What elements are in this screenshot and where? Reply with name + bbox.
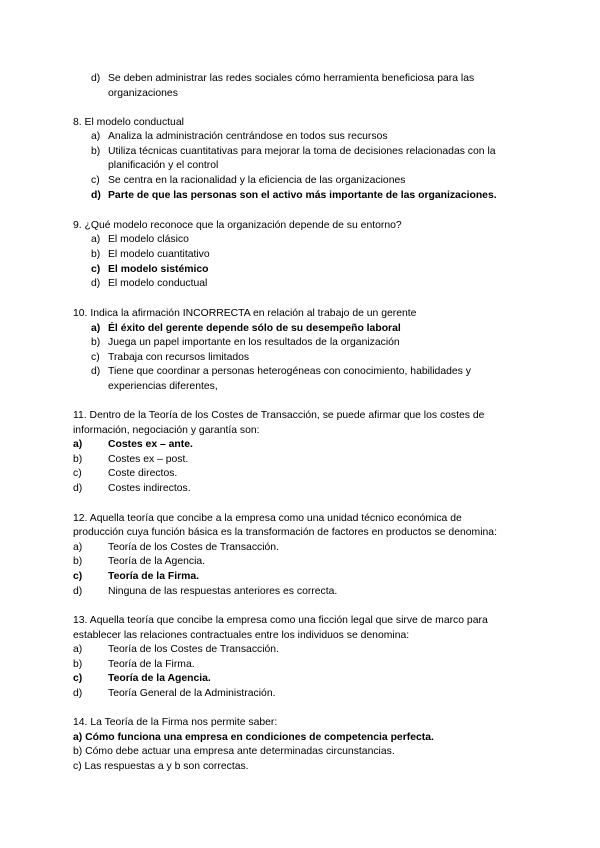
q9-option-a-letter: a) (91, 234, 101, 245)
q9-option-c-letter: c) (91, 264, 101, 275)
q7-option-d-letter: d) (91, 73, 101, 84)
q11-option-d: Costes indirectos. (108, 483, 191, 494)
q9-option-a: El modelo clásico (108, 234, 189, 245)
q13-option-b: Teoría de la Firma. (108, 659, 195, 670)
q11-option-a-answer: Costes ex – ante. (108, 439, 193, 450)
q8-option-b: Utiliza técnicas cuantitativas para mejorar la toma de decisiones relacionadas con la (108, 146, 496, 157)
q8-option-c: Se centra en la racionalidad y la eficiencia de las organizaciones (108, 175, 406, 186)
q10-option-c-letter: c) (91, 352, 100, 363)
q14-option-a-answer: a) Cómo funciona una empresa en condiciones de competencia perfecta. (73, 732, 434, 743)
q7-option-d-text-cont: organizaciones (108, 88, 178, 99)
q8-option-b-letter: b) (91, 146, 101, 157)
q14-question: 14. La Teoría de la Firma nos permite saber: (73, 717, 278, 728)
q13-option-c-answer: Teoría de la Agencia. (108, 673, 211, 684)
q13-option-d: Teoría General de la Administración. (108, 688, 276, 699)
q12-question: 12. Aquella teoría que concibe a la empresa como una unidad técnico económica de (73, 513, 462, 524)
q10-option-b: Juega un papel importante en los resultados de la organización (108, 337, 400, 348)
q8-option-b-cont: planificación y el control (108, 160, 219, 171)
q11-option-c-letter: c) (73, 468, 82, 479)
q14-option-c: c) Las respuestas a y b son correctas. (73, 761, 249, 772)
q13-option-a-letter: a) (73, 644, 83, 655)
q12-question-cont: producción cuya función básica es la transformación de factores en productos se denomina: (73, 527, 497, 538)
q8-option-d-answer: Parte de que las personas son el activo más importante de las organizaciones. (108, 190, 497, 201)
q9-question: 9. ¿Qué modelo reconoce que la organización depende de su entorno? (73, 220, 402, 231)
q7-option-d-text: Se deben administrar las redes sociales cómo herramienta beneficiosa para las (108, 73, 475, 84)
q13-question-cont: establecer las relaciones contractuales entre los individuos se denomina: (73, 630, 410, 641)
q11-option-b-letter: b) (73, 454, 83, 465)
q9-option-b: El modelo cuantitativo (108, 249, 210, 260)
q13-option-a: Teoría de los Costes de Transacción. (108, 644, 279, 655)
q9-option-b-letter: b) (91, 249, 101, 260)
q9-option-c-answer: El modelo sistémico (108, 264, 209, 275)
q12-option-d-letter: d) (73, 586, 83, 597)
q11-question-cont: información, negociación y garantía son: (73, 425, 260, 436)
q9-option-d-letter: d) (91, 278, 101, 289)
q10-option-a-letter: a) (91, 323, 101, 334)
q13-option-d-letter: d) (73, 688, 83, 699)
q8-option-a: Analiza la administración centrándose en todos sus recursos (108, 131, 388, 142)
q12-option-a-letter: a) (73, 542, 83, 553)
q10-option-d-cont: experiencias diferentes, (108, 381, 218, 392)
q12-option-c-answer: Teoría de la Firma. (108, 571, 200, 582)
q8-question: 8. El modelo conductual (73, 117, 184, 128)
q9-option-d: El modelo conductual (108, 278, 208, 289)
q10-option-a-answer: Él éxito del gerente depende sólo de su desempeño laboral (108, 323, 401, 334)
q12-option-d: Ninguna de las respuestas anteriores es correcta. (108, 586, 338, 597)
q11-option-b: Costes ex – post. (108, 454, 189, 465)
q10-option-d-letter: d) (91, 366, 101, 377)
q12-option-b: Teoría de la Agencia. (108, 556, 206, 567)
q10-option-c: Trabaja con recursos limitados (108, 352, 250, 363)
q11-option-d-letter: d) (73, 483, 83, 494)
q13-option-b-letter: b) (73, 659, 83, 670)
q13-question: 13. Aquella teoría que concibe la empresa como una ficción legal que sirve de marco para (73, 615, 488, 626)
q13-option-c-letter: c) (73, 673, 83, 684)
q11-option-c: Coste directos. (108, 468, 178, 479)
q12-option-c-letter: c) (73, 571, 83, 582)
q11-option-a-letter: a) (73, 439, 83, 450)
q8-option-c-letter: c) (91, 175, 100, 186)
q8-option-a-letter: a) (91, 131, 101, 142)
q10-question: 10. Indica la afirmación INCORRECTA en relación al trabajo de un gerente (73, 308, 417, 319)
q14-option-b: b) Cómo debe actuar una empresa ante determinadas circunstancias. (73, 746, 395, 757)
q11-question: 11. Dentro de la Teoría de los Costes de Transacción, se puede afirmar que los costes de (73, 410, 485, 421)
q8-option-d-letter: d) (91, 190, 101, 201)
q10-option-d: Tiene que coordinar a personas heterogéneas con conocimiento, habilidades y (108, 366, 471, 377)
q10-option-b-letter: b) (91, 337, 101, 348)
q12-option-a: Teoría de los Costes de Transacción. (108, 542, 279, 553)
q12-option-b-letter: b) (73, 556, 83, 567)
